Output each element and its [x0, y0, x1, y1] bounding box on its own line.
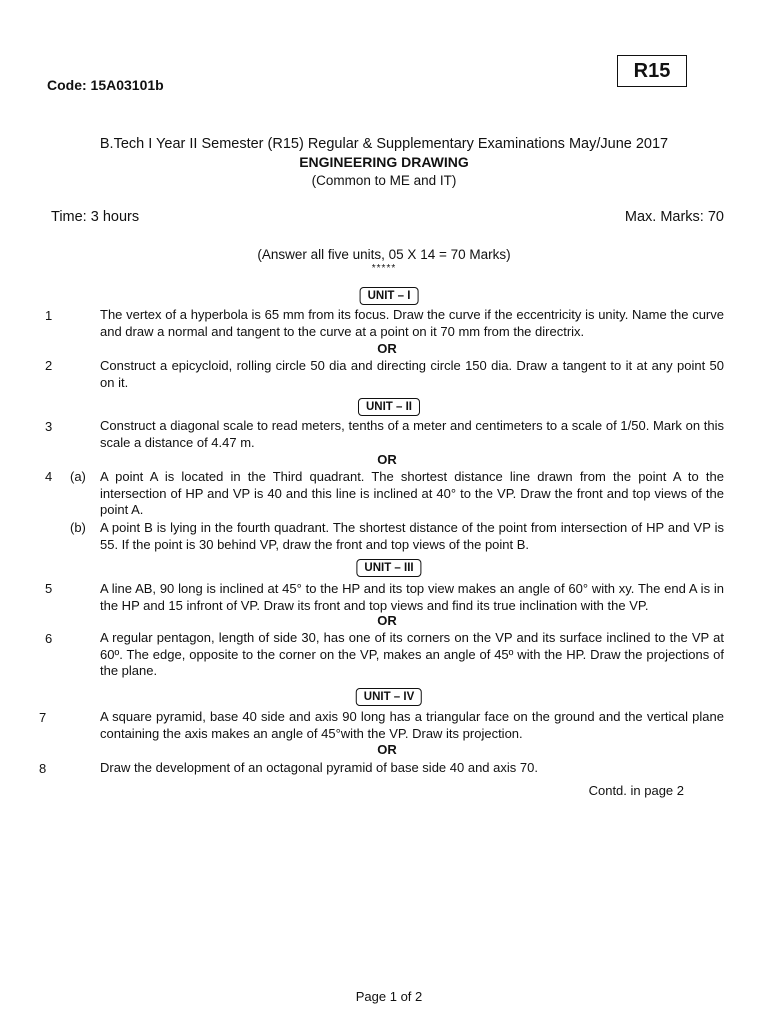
unit-2-heading: UNIT – II [358, 398, 420, 416]
instruction: (Answer all five units, 05 X 14 = 70 Marks) [257, 247, 511, 262]
page-number: Page 1 of 2 [355, 989, 423, 1004]
question-number: 8 [39, 761, 47, 776]
sub-question-label: (a) [70, 469, 86, 484]
question-8-text: Draw the development of an octagonal pyramid of base side 40 and axis 70. [100, 760, 538, 775]
question-number: 7 [39, 710, 47, 725]
exam-title: B.Tech I Year II Semester (R15) Regular & Supplementary Examinations May/June 2017 [99, 136, 669, 152]
unit-1-heading: UNIT – I [360, 287, 419, 305]
question-number: 6 [45, 631, 53, 646]
question-5-text: A line AB, 90 long is inclined at 45° to the HP and its top view makes an angle of 60° with xy. The end A is in the HP and 15 infront of VP. Draw its front and top views and find its true inclination with the VP. [100, 581, 724, 613]
question-1-text: The vertex of a hyperbola is 65 mm from its focus. Draw the curve if the eccentricity is unity. Name the curve and draw a normal and tangent to the curve at a point on it 70 mm from the directrix. [100, 307, 724, 339]
question-4a-text: A point A is located in the Third quadrant. The shortest distance line drawn from the point A to the intersection of HP and VP is 40 and this line is inclined at 40° to the VP. Draw the front and top views of the point A. [100, 469, 724, 517]
common-to: (Common to ME and IT) [311, 173, 457, 188]
question-2-text: Construct a epicycloid, rolling circle 50 dia and directing circle 150 dia. Draw a tangent to it at any point 50 on it. [100, 358, 724, 390]
question-number: 3 [45, 419, 53, 434]
continued-note: Contd. in page 2 [588, 783, 684, 798]
question-3-text: Construct a diagonal scale to read meters, tenths of a meter and centimeters to a scale of 1/50. Mark on this scale a distance of 4.47 m. [100, 418, 724, 450]
question-6-text: A regular pentagon, length of side 30, has one of its corners on the VP and its surface inclined to the VP at 60º. The edge, opposite to the corner on the VP, makes an angle of 45º with the HP. Draw the projections of the plane. [100, 630, 724, 678]
stars-divider: ***** [371, 263, 397, 274]
unit-3-heading: UNIT – III [356, 559, 421, 577]
question-number: 4 [45, 469, 53, 484]
question-7-text: A square pyramid, base 40 side and axis 90 long has a triangular face on the ground and the vertical plane containing the axis makes an angle of 45°with the VP. Draw its projection. [100, 709, 724, 741]
question-number: 5 [45, 581, 53, 596]
or-separator: OR [377, 452, 397, 467]
question-4b-text: A point B is lying in the fourth quadrant. The shortest distance of the point from intersection of HP and VP is 55. If the point is 30 behind VP, draw the front and top views of the point B. [100, 520, 724, 552]
exam-time: Time: 3 hours [51, 209, 140, 225]
or-separator: OR [377, 613, 397, 628]
regulation-box: R15 [617, 55, 687, 87]
question-number: 2 [45, 358, 53, 373]
unit-4-heading: UNIT – IV [356, 688, 422, 706]
sub-question-label: (b) [70, 520, 86, 535]
or-separator: OR [377, 341, 397, 356]
max-marks: Max. Marks: 70 [624, 209, 724, 225]
or-separator: OR [377, 742, 397, 757]
question-number: 1 [45, 308, 53, 323]
paper-code: Code: 15A03101b [47, 77, 164, 93]
subject-title: ENGINEERING DRAWING [299, 154, 469, 170]
